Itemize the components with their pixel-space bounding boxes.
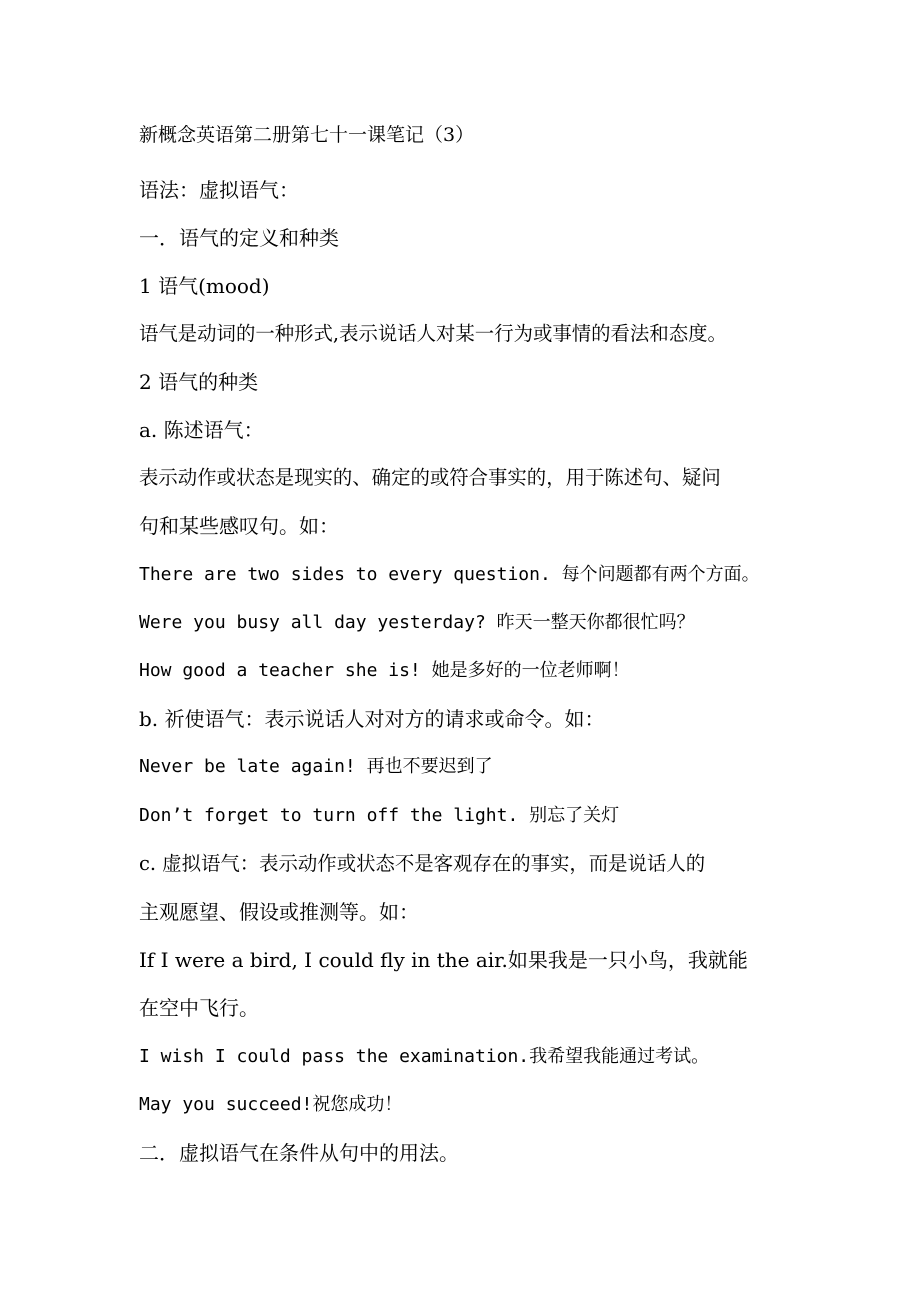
item-indicative-heading: a. 陈述语气： [139, 418, 264, 442]
example-subjunctive-1-line-2: 在空中飞行。 [139, 996, 259, 1020]
example-indicative-3: How good a teacher she is! 她是多好的一位老师啊！ [139, 660, 630, 681]
example-subjunctive-2: I wish I could pass the examination.我希望我能通过考试。 [139, 1046, 710, 1067]
paragraph-mood-definition: 语气是动词的一种形式,表示说话人对某一行为或事情的看法和态度。 [139, 322, 727, 345]
section-heading-2: 二．虚拟语气在条件从句中的用法。 [139, 1141, 459, 1165]
document-title: 新概念英语第二册第七十一课笔记（3） [139, 124, 475, 146]
example-subjunctive-1-line-1: If I were a bird, I could fly in the air.如果我是一只小鸟，我就能 [139, 948, 748, 972]
example-indicative-2: Were you busy all day yesterday? 昨天一整天你都很忙吗？ [139, 612, 695, 633]
grammar-heading: 语法：虚拟语气： [139, 178, 299, 202]
subheading-mood: 1 语气(mood) [139, 274, 270, 298]
example-imperative-1: Never be late again! 再也不要迟到了 [139, 756, 493, 777]
item-subjunctive-heading: c. 虚拟语气：表示动作或状态不是客观存在的事实，而是说话人的 [139, 852, 706, 875]
example-indicative-1: There are two sides to every question. 每个问题都有两个方面。 [139, 564, 760, 585]
paragraph-indicative-line-1: 表示动作或状态是现实的、确定的或符合事实的，用于陈述句、疑问 [139, 466, 721, 489]
subheading-mood-types: 2 语气的种类 [139, 370, 259, 394]
item-subjunctive-continuation: 主观愿望、假设或推测等。如： [139, 900, 419, 924]
paragraph-indicative-line-2: 句和某些感叹句。如： [139, 514, 339, 538]
section-heading-1: 一．语气的定义和种类 [139, 226, 339, 250]
example-subjunctive-3: May you succeed!祝您成功！ [139, 1094, 403, 1115]
example-imperative-2: Don’t forget to turn off the light. 别忘了关灯 [139, 805, 620, 826]
item-imperative-heading: b. 祈使语气：表示说话人对对方的请求或命令。如： [139, 707, 605, 731]
